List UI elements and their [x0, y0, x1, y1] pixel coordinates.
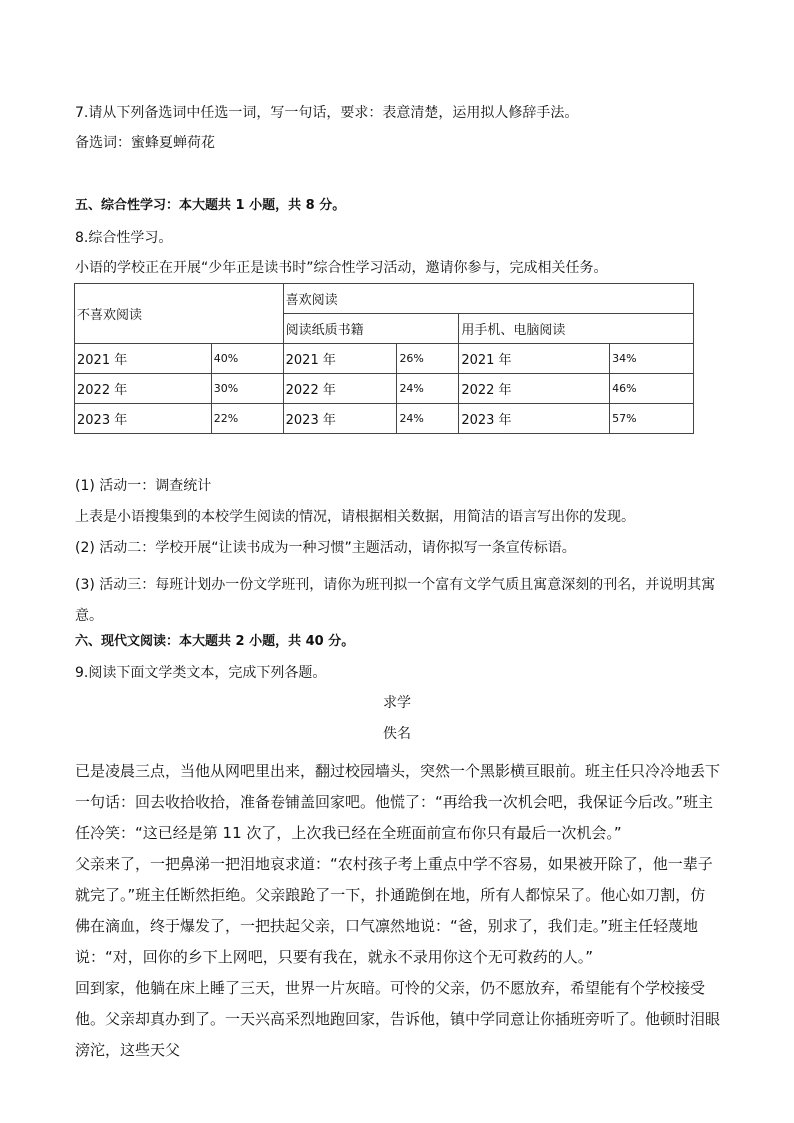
- year-cell: 2023 年: [459, 404, 610, 434]
- activity-2-text: (2) 活动二：学校开展“让读书成为一种习惯”主题活动，请你拟写一条宣传标语。: [75, 540, 576, 556]
- section-6-heading: 六、现代文阅读：本大题共 2 小题，共 40 分。: [75, 634, 355, 649]
- year-cell: 2021 年: [283, 344, 397, 374]
- table-row: [75, 374, 694, 404]
- header-like-reading: 喜欢阅读: [283, 284, 693, 314]
- activity-3-text: (3) 活动三：每班计划办一份文学班刊，请你为班刊拟一个富有文学气质且寓意深刻的刊名，并说明其寓意。: [75, 577, 716, 624]
- reading-survey-table: [74, 283, 694, 434]
- story-title: 求学: [383, 695, 411, 711]
- header-paper-books: 阅读纸质书籍: [283, 314, 459, 344]
- year-cell: 2021 年: [459, 344, 610, 374]
- question-8-intro: 小语的学校正在开展“少年正是读书时”综合性学习活动，邀请你参与，完成相关任务。: [75, 260, 608, 276]
- section-5-heading: 五、综合性学习：本大题共 1 小题，共 8 分。: [75, 198, 346, 213]
- header-device-reading: 用手机、电脑阅读: [459, 314, 694, 344]
- story-paragraph-1: 已是凌晨三点，当他从网吧里出来，翻过校园墙头，突然一个黑影横亘眼前。班主任只冷冷地丢下一句话：回去收拾收拾，准备卷铺盖回家吧。他慌了：“再给我一次机会吧，我保证今后改。”班主任冷笑：“这已经是第 11 次了，上次我已经在全班面前宣布你只有最后一次机会。”: [75, 762, 721, 842]
- percent-cell: 22%: [211, 404, 283, 434]
- activity-1-text: 上表是小语搜集到的本校学生阅读的情况，请根据相关数据，用简洁的语言写出你的发现。: [75, 509, 635, 525]
- question-7-prompt: 7.请从下列备选词中任选一词，写一句话，要求：表意清楚，运用拟人修辞手法。: [75, 105, 579, 121]
- table-row: [75, 404, 694, 434]
- activity-1-heading: (1) 活动一：调查统计: [75, 478, 212, 494]
- year-cell: 2022 年: [459, 374, 610, 404]
- year-cell: 2022 年: [283, 374, 397, 404]
- story-paragraph-3: 回到家，他躺在床上睡了三天，世界一片灰暗。可怜的父亲，仍不愿放弃，希望能有个学校接受他。父亲却真办到了。一天兴高采烈地跑回家，告诉他，镇中学同意让你插班旁听了。他顿时泪眼滂沱，这些天父: [75, 979, 721, 1059]
- question-8-title: 8.综合性学习。: [75, 230, 173, 246]
- percent-cell: 34%: [610, 344, 694, 374]
- question-7-options: 备选词：蜜蜂夏蝉荷花: [75, 135, 215, 151]
- year-cell: 2023 年: [283, 404, 397, 434]
- percent-cell: 24%: [397, 404, 459, 434]
- question-9-instruction: 9.阅读下面文学类文本，完成下列各题。: [75, 665, 327, 681]
- year-cell: 2023 年: [75, 404, 212, 434]
- header-not-like-reading: 不喜欢阅读: [75, 284, 284, 344]
- percent-cell: 24%: [397, 374, 459, 404]
- table-header-row: [75, 284, 694, 314]
- table-row: [75, 344, 694, 374]
- percent-cell: 26%: [397, 344, 459, 374]
- percent-cell: 30%: [211, 374, 283, 404]
- year-cell: 2022 年: [75, 374, 212, 404]
- story-paragraph-2: 父亲来了，一把鼻涕一把泪地哀求道：“农村孩子考上重点中学不容易，如果被开除了，他一辈子就完了。”班主任断然拒绝。父亲踉跄了一下，扑通跪倒在地，所有人都惊呆了。他心如刀割，仿佛在滴血，终于爆发了，一把扶起父亲，口气凛然地说：“爸，别求了，我们走。”班主任轻蔑地说：“对，回你的乡下上网吧，只要有我在，就永不录用你这个无可救药的人。”: [75, 855, 713, 966]
- story-author: 佚名: [383, 726, 411, 742]
- percent-cell: 40%: [211, 344, 283, 374]
- percent-cell: 46%: [610, 374, 694, 404]
- year-cell: 2021 年: [75, 344, 212, 374]
- percent-cell: 57%: [610, 404, 694, 434]
